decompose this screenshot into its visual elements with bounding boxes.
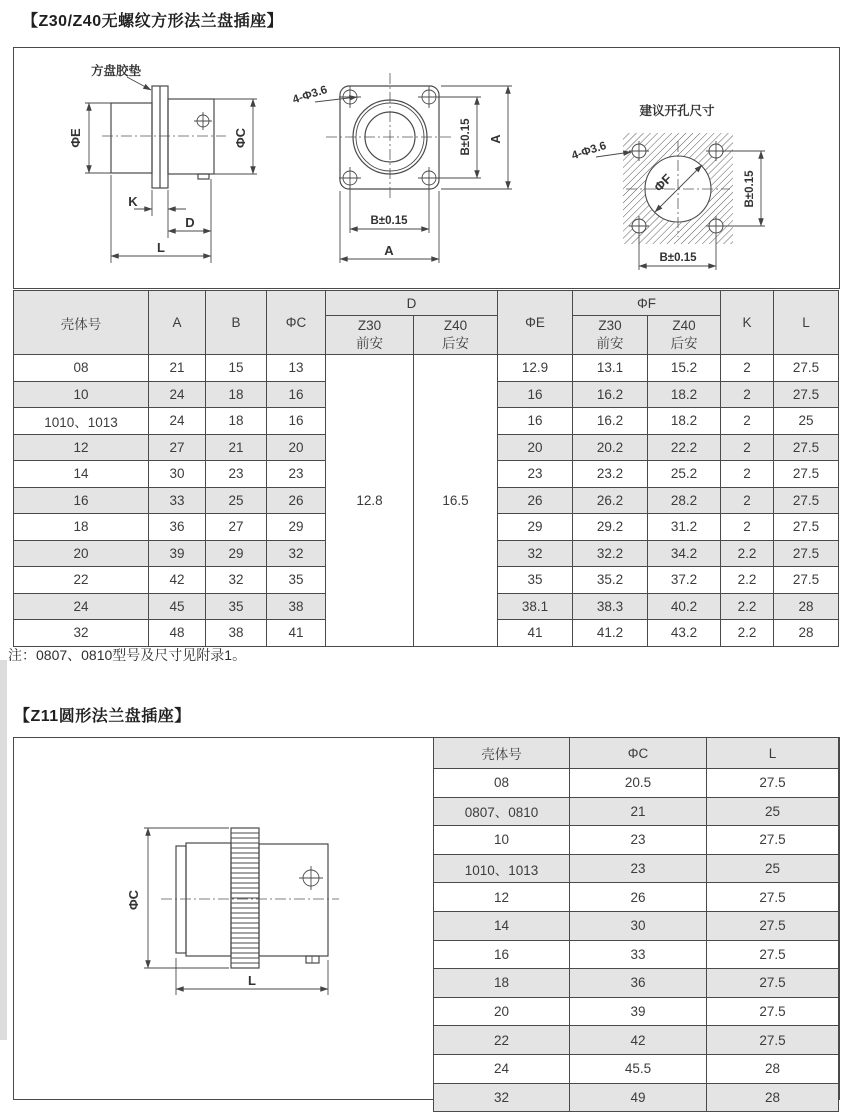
cell: 32.2 <box>573 540 648 567</box>
cell: 29.2 <box>573 514 648 541</box>
cell: 22.2 <box>648 434 721 461</box>
table-row <box>434 1026 839 1055</box>
cell: 2 <box>721 514 774 541</box>
cell: 25 <box>707 854 839 883</box>
cell: 28.2 <box>648 487 721 514</box>
table-row <box>434 1083 839 1112</box>
gasket-label: 方盘胶垫 <box>90 64 142 78</box>
cell: 29 <box>206 540 267 567</box>
cell: 36 <box>149 514 206 541</box>
cell: 48 <box>149 620 206 647</box>
cell: 24 <box>434 1054 570 1083</box>
cutout-view <box>570 103 765 270</box>
cell: 25 <box>707 797 839 826</box>
cell: 27.5 <box>707 911 839 940</box>
cell: 32 <box>206 567 267 594</box>
dim-phi-c-label: ΦC <box>233 127 248 149</box>
cell: 35.2 <box>573 567 648 594</box>
cell: 20 <box>498 434 573 461</box>
cell: 15 <box>206 355 267 382</box>
col-header-b: B <box>206 291 267 355</box>
cell: 38.3 <box>573 593 648 620</box>
cell: 12 <box>434 883 570 912</box>
cell: 20.2 <box>573 434 648 461</box>
cell: 33 <box>570 940 707 969</box>
cell: 41 <box>498 620 573 647</box>
cell: 16.2 <box>573 408 648 435</box>
cell: 20 <box>267 434 326 461</box>
cell: 29 <box>498 514 573 541</box>
front-view <box>291 73 512 263</box>
cell: 26.2 <box>573 487 648 514</box>
cell: 24 <box>149 408 206 435</box>
z11-dimension-table <box>433 737 839 1112</box>
section1-title: 【Z30/Z40无螺纹方形法兰盘插座】 <box>22 13 284 30</box>
cell: 39 <box>570 997 707 1026</box>
cell: 45.5 <box>570 1054 707 1083</box>
cell: 26 <box>267 487 326 514</box>
col-header-d: D <box>326 291 498 316</box>
cell: 22 <box>434 1026 570 1055</box>
cell: 35 <box>267 567 326 594</box>
cell: 27.5 <box>774 434 839 461</box>
cell: 40.2 <box>648 593 721 620</box>
cell: 16 <box>434 940 570 969</box>
mounting-hole-icon <box>194 112 212 130</box>
cell: 21 <box>206 434 267 461</box>
merged-cell-d-z40: 16.5 <box>414 355 498 647</box>
cell: 16 <box>267 381 326 408</box>
col-header-l: L <box>774 291 839 355</box>
cell: 23 <box>570 854 707 883</box>
cell: 27.5 <box>774 540 839 567</box>
mounting-hole-icon <box>299 866 323 890</box>
cell: 23 <box>570 826 707 855</box>
cell: 12 <box>14 434 149 461</box>
cell: 27.5 <box>707 883 839 912</box>
cell: 39 <box>149 540 206 567</box>
cell: 18 <box>434 969 570 998</box>
cell: 38.1 <box>498 593 573 620</box>
cell: 18 <box>206 408 267 435</box>
cell: 32 <box>14 620 149 647</box>
cell: 27.5 <box>707 826 839 855</box>
cell: 27.5 <box>707 969 839 998</box>
cell: 2.2 <box>721 593 774 620</box>
cell: 16 <box>498 381 573 408</box>
cell: 18.2 <box>648 408 721 435</box>
z30z40-dimension-table <box>13 290 839 647</box>
cell: 30 <box>149 461 206 488</box>
cell: 13.1 <box>573 355 648 382</box>
cell: 25.2 <box>648 461 721 488</box>
cell: 23 <box>206 461 267 488</box>
cell: 27.5 <box>707 769 839 798</box>
cell: 16 <box>498 408 573 435</box>
cell: 2.2 <box>721 620 774 647</box>
cell: 12.9 <box>498 355 573 382</box>
dim-l-label: L <box>248 973 256 988</box>
cell: 25 <box>206 487 267 514</box>
z11-side-view <box>126 828 339 995</box>
cell: 38 <box>267 593 326 620</box>
cell: 37.2 <box>648 567 721 594</box>
cell: 30 <box>570 911 707 940</box>
subcol-d-z40: Z40 后安 <box>414 316 498 355</box>
cell: 27.5 <box>774 487 839 514</box>
cell: 27.5 <box>774 461 839 488</box>
cell: 14 <box>14 461 149 488</box>
col-header-phi-c: ΦC <box>570 738 707 769</box>
cell: 18 <box>14 514 149 541</box>
cutout-dim-b-vert-label: B±0.15 <box>744 170 756 208</box>
subcol-d-z30: Z30 前安 <box>326 316 414 355</box>
table-row <box>434 997 839 1026</box>
cell: 25 <box>774 408 839 435</box>
table-row <box>434 797 839 826</box>
cutout-dim-b-horiz-label: B±0.15 <box>659 252 697 264</box>
cell: 10 <box>14 381 149 408</box>
cell: 13 <box>267 355 326 382</box>
cell: 27.5 <box>774 567 839 594</box>
col-header-k: K <box>721 291 774 355</box>
cell: 20 <box>14 540 149 567</box>
cell: 27.5 <box>774 514 839 541</box>
cell: 27.5 <box>707 1026 839 1055</box>
cell: 38 <box>206 620 267 647</box>
dim-phi-e-label: ΦE <box>68 128 83 148</box>
dim-b-horizontal <box>350 187 429 233</box>
dim-a-horizontal <box>340 191 439 263</box>
dim-b-horiz-label: B±0.15 <box>370 215 408 227</box>
cell: 24 <box>149 381 206 408</box>
dim-phi-c <box>212 99 257 174</box>
cell: 20.5 <box>570 769 707 798</box>
cell: 15.2 <box>648 355 721 382</box>
cell: 41 <box>267 620 326 647</box>
col-header-phi-e: ΦE <box>498 291 573 355</box>
cell: 23 <box>267 461 326 488</box>
cell: 42 <box>570 1026 707 1055</box>
cell: 18 <box>206 381 267 408</box>
dim-phi-f-label: ΦF <box>650 170 675 195</box>
dim-l-label: L <box>157 240 165 255</box>
cell: 27.5 <box>774 381 839 408</box>
col-header-l: L <box>707 738 839 769</box>
table-row <box>434 940 839 969</box>
col-header-a: A <box>149 291 206 355</box>
table-row <box>434 883 839 912</box>
dim-a-horiz-label: A <box>384 243 394 258</box>
cell: 22 <box>14 567 149 594</box>
cell: 2 <box>721 434 774 461</box>
table-row <box>14 355 839 382</box>
cell: 27 <box>206 514 267 541</box>
z11-drawing <box>14 738 434 1099</box>
dim-phi-c <box>126 828 229 968</box>
figure-box-z30z40 <box>13 47 840 289</box>
subcol-f-z40: Z40 后安 <box>648 316 721 355</box>
dim-phi-e <box>68 103 113 173</box>
cell: 2 <box>721 487 774 514</box>
cell: 36 <box>570 969 707 998</box>
cell: 10 <box>434 826 570 855</box>
cell: 41.2 <box>573 620 648 647</box>
table-row <box>434 854 839 883</box>
cell: 29 <box>267 514 326 541</box>
cell: 28 <box>707 1054 839 1083</box>
cell: 23.2 <box>573 461 648 488</box>
cell: 1010、1013 <box>14 408 149 435</box>
cell: 2 <box>721 408 774 435</box>
cell: 16 <box>14 487 149 514</box>
cell: 28 <box>774 593 839 620</box>
cell: 33 <box>149 487 206 514</box>
dim-b-vert-label: B±0.15 <box>460 118 472 156</box>
dim-l <box>176 958 328 995</box>
cell: 16.2 <box>573 381 648 408</box>
cell: 24 <box>14 593 149 620</box>
cell: 27 <box>149 434 206 461</box>
cell: 08 <box>14 355 149 382</box>
table-row <box>434 1054 839 1083</box>
cutout-holes-label: 4-Φ3.6 <box>570 139 608 163</box>
table-row <box>434 769 839 798</box>
cell: 49 <box>570 1083 707 1112</box>
section2-title: 【Z11圆形法兰盘插座】 <box>14 708 191 725</box>
dim-a-vert-label: A <box>488 134 503 144</box>
cell: 27.5 <box>774 355 839 382</box>
merged-cell-d-z30: 12.8 <box>326 355 414 647</box>
cell: 16 <box>267 408 326 435</box>
page-edge-shadow <box>0 660 7 1040</box>
dim-a-vertical <box>441 86 512 189</box>
col-header-phi-f: ΦF <box>573 291 721 316</box>
gasket-leader-line <box>127 77 151 90</box>
col-header-shell: 壳体号 <box>434 738 570 769</box>
z30z40-drawings <box>14 48 839 288</box>
table-row <box>434 969 839 998</box>
cell: 2.2 <box>721 540 774 567</box>
cell: 45 <box>149 593 206 620</box>
cell: 0807、0810 <box>434 797 570 826</box>
cell: 18.2 <box>648 381 721 408</box>
cell: 35 <box>498 567 573 594</box>
cell: 28 <box>774 620 839 647</box>
knurl-ridges <box>231 833 259 963</box>
cell: 14 <box>434 911 570 940</box>
cell: 32 <box>434 1083 570 1112</box>
cell: 2 <box>721 461 774 488</box>
cell: 27.5 <box>707 997 839 1026</box>
table-row <box>434 826 839 855</box>
cell: 21 <box>570 797 707 826</box>
cell: 2 <box>721 355 774 382</box>
footnote: 注：0807、0810型号及尺寸见附录1。 <box>8 647 247 663</box>
cell: 32 <box>498 540 573 567</box>
cell: 08 <box>434 769 570 798</box>
cell: 32 <box>267 540 326 567</box>
cell: 2.2 <box>721 567 774 594</box>
cell: 27.5 <box>707 940 839 969</box>
cell: 31.2 <box>648 514 721 541</box>
table-row <box>434 911 839 940</box>
subcol-f-z30: Z30 前安 <box>573 316 648 355</box>
cell: 26 <box>498 487 573 514</box>
col-header-phi-c: ΦC <box>267 291 326 355</box>
front-holes-label: 4-Φ3.6 <box>291 83 329 107</box>
cell: 42 <box>149 567 206 594</box>
cell: 23 <box>498 461 573 488</box>
cell: 2 <box>721 381 774 408</box>
cell: 26 <box>570 883 707 912</box>
cell: 43.2 <box>648 620 721 647</box>
dim-d-label: D <box>185 215 195 230</box>
dim-b-vertical <box>437 97 481 178</box>
dim-d <box>168 179 211 263</box>
dim-phi-c-label: ΦC <box>126 889 141 911</box>
col-header-shell: 壳体号 <box>14 291 149 355</box>
cell: 1010、1013 <box>434 854 570 883</box>
cell: 35 <box>206 593 267 620</box>
cutout-title: 建议开孔尺寸 <box>639 104 715 118</box>
side-view <box>68 63 257 263</box>
cell: 21 <box>149 355 206 382</box>
dim-k-label: K <box>128 194 138 209</box>
cell: 20 <box>434 997 570 1026</box>
cell: 28 <box>707 1083 839 1112</box>
cell: 34.2 <box>648 540 721 567</box>
